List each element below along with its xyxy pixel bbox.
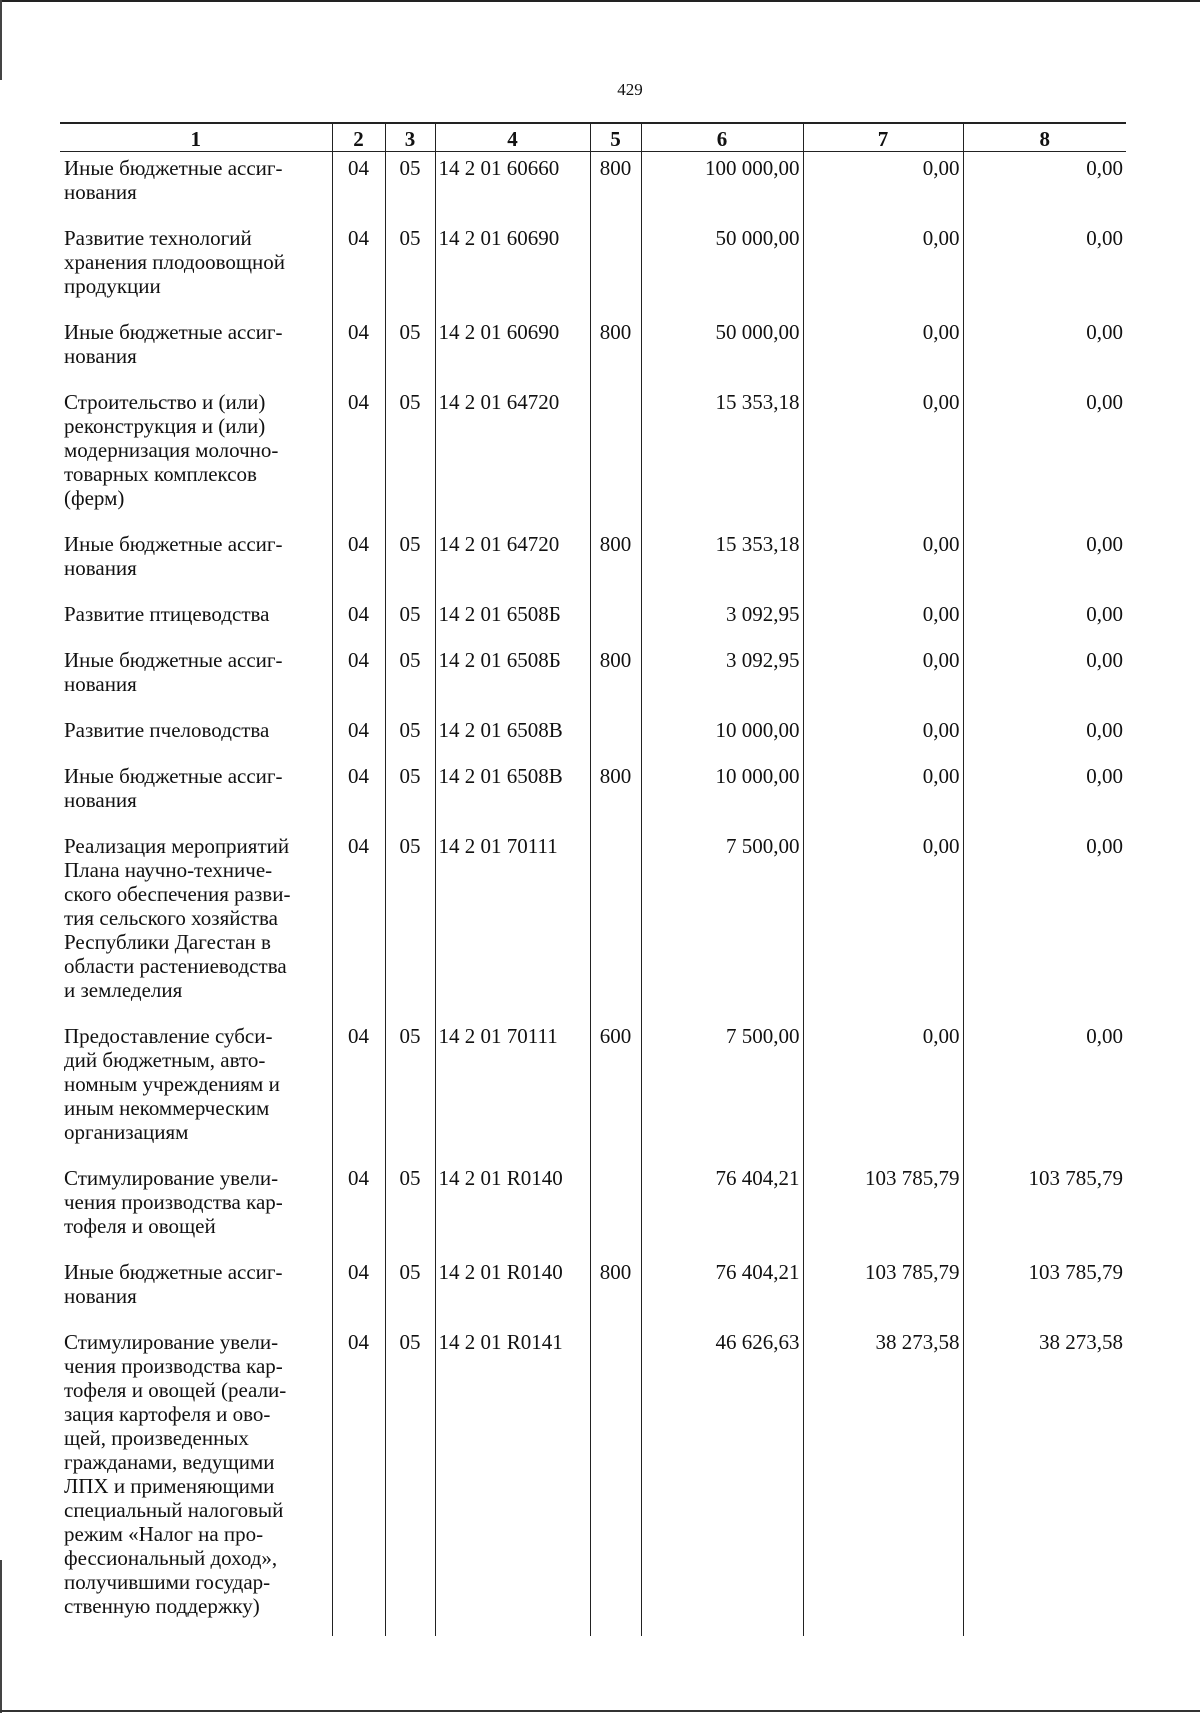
target-article-cell: 14 2 01 R0140 bbox=[435, 1256, 590, 1326]
table-body bbox=[60, 152, 1126, 1637]
amount-col7-cell: 103 785,79 bbox=[803, 1162, 963, 1256]
subsection-code-cell: 05 bbox=[385, 528, 435, 598]
amount-col6-cell: 10 000,00 bbox=[641, 714, 803, 760]
amount-col6-cell: 7 500,00 bbox=[641, 830, 803, 1020]
row-name-cell: Иные бюджетные ассиг- нования bbox=[64, 156, 283, 204]
amount-col7-cell: 0,00 bbox=[803, 152, 963, 223]
target-article-cell: 14 2 01 70111 bbox=[435, 830, 590, 1020]
amount-col8-cell: 0,00 bbox=[963, 222, 1126, 316]
expense-type-cell bbox=[590, 386, 641, 528]
amount-col8-cell: 103 785,79 bbox=[963, 1256, 1126, 1326]
expense-type-cell: 800 bbox=[590, 316, 641, 386]
amount-col7-cell: 38 273,58 bbox=[803, 1326, 963, 1636]
target-article-cell: 14 2 01 6508В bbox=[435, 760, 590, 830]
table-row bbox=[60, 714, 1126, 760]
target-article-cell: 14 2 01 6508В bbox=[435, 714, 590, 760]
column-header: 8 bbox=[963, 123, 1126, 152]
amount-col6-cell: 15 353,18 bbox=[641, 386, 803, 528]
amount-col7-cell: 0,00 bbox=[803, 714, 963, 760]
subsection-code-cell: 05 bbox=[385, 598, 435, 644]
amount-col6-cell: 76 404,21 bbox=[641, 1162, 803, 1256]
section-code-cell: 04 bbox=[332, 386, 385, 528]
section-code-cell: 04 bbox=[332, 644, 385, 714]
expense-type-cell: 800 bbox=[590, 1256, 641, 1326]
row-name-cell: Иные бюджетные ассиг- нования bbox=[64, 764, 283, 812]
row-name-cell: Иные бюджетные ассиг- нования bbox=[64, 320, 283, 368]
row-name-cell: Развитие птицеводства bbox=[64, 602, 270, 626]
subsection-code-cell: 05 bbox=[385, 1162, 435, 1256]
column-header: 5 bbox=[590, 123, 641, 152]
amount-col7-cell: 0,00 bbox=[803, 528, 963, 598]
subsection-code-cell: 05 bbox=[385, 1326, 435, 1636]
column-header: 6 bbox=[641, 123, 803, 152]
table-row bbox=[60, 644, 1126, 714]
column-header: 3 bbox=[385, 123, 435, 152]
section-code-cell: 04 bbox=[332, 152, 385, 223]
table-row bbox=[60, 152, 1126, 223]
table-row bbox=[60, 830, 1126, 1020]
amount-col6-cell: 100 000,00 bbox=[641, 152, 803, 223]
subsection-code-cell: 05 bbox=[385, 644, 435, 714]
expense-type-cell bbox=[590, 830, 641, 1020]
amount-col6-cell: 46 626,63 bbox=[641, 1326, 803, 1636]
table-row bbox=[60, 1020, 1126, 1162]
scan-border-bottom bbox=[0, 1710, 1200, 1712]
amount-col6-cell: 15 353,18 bbox=[641, 528, 803, 598]
target-article-cell: 14 2 01 70111 bbox=[435, 1020, 590, 1162]
row-name-cell: Иные бюджетные ассиг- нования bbox=[64, 648, 283, 696]
row-name-cell: Строительство и (или) реконструкция и (или) модернизация молочно- товарных комплексов (ферм) bbox=[64, 390, 279, 510]
amount-col7-cell: 0,00 bbox=[803, 1020, 963, 1162]
table-row bbox=[60, 528, 1126, 598]
scan-border-top bbox=[0, 0, 1200, 2]
table-header bbox=[60, 123, 1126, 152]
expense-type-cell bbox=[590, 1326, 641, 1636]
row-name-cell: Иные бюджетные ассиг- нования bbox=[64, 532, 283, 580]
target-article-cell: 14 2 01 R0141 bbox=[435, 1326, 590, 1636]
target-article-cell: 14 2 01 6508Б bbox=[435, 598, 590, 644]
column-header: 1 bbox=[60, 123, 332, 152]
page-number: 429 bbox=[617, 80, 643, 99]
expense-type-cell bbox=[590, 222, 641, 316]
column-header: 7 bbox=[803, 123, 963, 152]
header-row bbox=[60, 123, 1126, 152]
amount-col7-cell: 0,00 bbox=[803, 386, 963, 528]
table-row bbox=[60, 316, 1126, 386]
table-row bbox=[60, 598, 1126, 644]
amount-col8-cell: 0,00 bbox=[963, 644, 1126, 714]
row-name-cell: Развитие пчеловодства bbox=[64, 718, 270, 742]
amount-col8-cell: 0,00 bbox=[963, 598, 1126, 644]
section-code-cell: 04 bbox=[332, 528, 385, 598]
row-name-cell: Иные бюджетные ассиг- нования bbox=[64, 1260, 283, 1308]
target-article-cell: 14 2 01 60690 bbox=[435, 222, 590, 316]
expense-type-cell bbox=[590, 714, 641, 760]
expense-type-cell: 800 bbox=[590, 152, 641, 223]
table-row bbox=[60, 1326, 1126, 1636]
row-name-cell: Стимулирование увели- чения производства кар- тофеля и овощей (реали- зация картофеля и ово- щей, произведенных гражданами, ведущими ЛПХ и применяющими специальный налоговый режим «Налог на про- фессиональный доход», получившими государ- ственную поддержку) bbox=[64, 1330, 287, 1618]
section-code-cell: 04 bbox=[332, 714, 385, 760]
section-code-cell: 04 bbox=[332, 1162, 385, 1256]
expense-type-cell bbox=[590, 1162, 641, 1256]
subsection-code-cell: 05 bbox=[385, 760, 435, 830]
table-row bbox=[60, 1162, 1126, 1256]
budget-table bbox=[60, 122, 1126, 1636]
amount-col7-cell: 0,00 bbox=[803, 222, 963, 316]
section-code-cell: 04 bbox=[332, 760, 385, 830]
expense-type-cell: 600 bbox=[590, 1020, 641, 1162]
amount-col7-cell: 0,00 bbox=[803, 760, 963, 830]
amount-col6-cell: 3 092,95 bbox=[641, 644, 803, 714]
subsection-code-cell: 05 bbox=[385, 1020, 435, 1162]
subsection-code-cell: 05 bbox=[385, 1256, 435, 1326]
column-header: 4 bbox=[435, 123, 590, 152]
amount-col6-cell: 10 000,00 bbox=[641, 760, 803, 830]
amount-col7-cell: 0,00 bbox=[803, 644, 963, 714]
amount-col7-cell: 0,00 bbox=[803, 316, 963, 386]
amount-col8-cell: 0,00 bbox=[963, 316, 1126, 386]
target-article-cell: 14 2 01 64720 bbox=[435, 528, 590, 598]
target-article-cell: 14 2 01 60660 bbox=[435, 152, 590, 223]
scan-border-left-bottom bbox=[0, 1560, 2, 1713]
table-row bbox=[60, 222, 1126, 316]
section-code-cell: 04 bbox=[332, 598, 385, 644]
subsection-code-cell: 05 bbox=[385, 152, 435, 223]
row-name-cell: Развитие технологий хранения плодоовощной продукции bbox=[64, 226, 285, 298]
row-name-cell: Реализация мероприятий Плана научно-техниче- ского обеспечения разви- тия сельского хозяйства Республики Дагестан в области растениеводства и земледелия bbox=[64, 834, 291, 1002]
expense-type-cell: 800 bbox=[590, 644, 641, 714]
amount-col6-cell: 3 092,95 bbox=[641, 598, 803, 644]
section-code-cell: 04 bbox=[332, 830, 385, 1020]
table-row bbox=[60, 760, 1126, 830]
amount-col6-cell: 50 000,00 bbox=[641, 222, 803, 316]
amount-col6-cell: 76 404,21 bbox=[641, 1256, 803, 1326]
amount-col8-cell: 103 785,79 bbox=[963, 1162, 1126, 1256]
subsection-code-cell: 05 bbox=[385, 830, 435, 1020]
target-article-cell: 14 2 01 64720 bbox=[435, 386, 590, 528]
subsection-code-cell: 05 bbox=[385, 386, 435, 528]
target-article-cell: 14 2 01 6508Б bbox=[435, 644, 590, 714]
amount-col8-cell: 0,00 bbox=[963, 830, 1126, 1020]
amount-col8-cell: 0,00 bbox=[963, 386, 1126, 528]
section-code-cell: 04 bbox=[332, 1256, 385, 1326]
subsection-code-cell: 05 bbox=[385, 714, 435, 760]
expense-type-cell: 800 bbox=[590, 528, 641, 598]
amount-col7-cell: 0,00 bbox=[803, 830, 963, 1020]
amount-col8-cell: 0,00 bbox=[963, 760, 1126, 830]
amount-col8-cell: 0,00 bbox=[963, 152, 1126, 223]
amount-col8-cell: 38 273,58 bbox=[963, 1326, 1126, 1636]
scan-border-left-top bbox=[0, 0, 2, 80]
amount-col6-cell: 50 000,00 bbox=[641, 316, 803, 386]
subsection-code-cell: 05 bbox=[385, 222, 435, 316]
amount-col8-cell: 0,00 bbox=[963, 714, 1126, 760]
table-row bbox=[60, 386, 1126, 528]
amount-col8-cell: 0,00 bbox=[963, 528, 1126, 598]
amount-col8-cell: 0,00 bbox=[963, 1020, 1126, 1162]
amount-col7-cell: 103 785,79 bbox=[803, 1256, 963, 1326]
expense-type-cell: 800 bbox=[590, 760, 641, 830]
row-name-cell: Стимулирование увели- чения производства кар- тофеля и овощей bbox=[64, 1166, 283, 1238]
subsection-code-cell: 05 bbox=[385, 316, 435, 386]
section-code-cell: 04 bbox=[332, 1020, 385, 1162]
section-code-cell: 04 bbox=[332, 1326, 385, 1636]
target-article-cell: 14 2 01 60690 bbox=[435, 316, 590, 386]
amount-col7-cell: 0,00 bbox=[803, 598, 963, 644]
column-header: 2 bbox=[332, 123, 385, 152]
section-code-cell: 04 bbox=[332, 222, 385, 316]
row-name-cell: Предоставление субси- дий бюджетным, авто- номным учреждениям и иным некоммерческим организациям bbox=[64, 1024, 280, 1144]
table-row bbox=[60, 1256, 1126, 1326]
target-article-cell: 14 2 01 R0140 bbox=[435, 1162, 590, 1256]
section-code-cell: 04 bbox=[332, 316, 385, 386]
expense-type-cell bbox=[590, 598, 641, 644]
amount-col6-cell: 7 500,00 bbox=[641, 1020, 803, 1162]
